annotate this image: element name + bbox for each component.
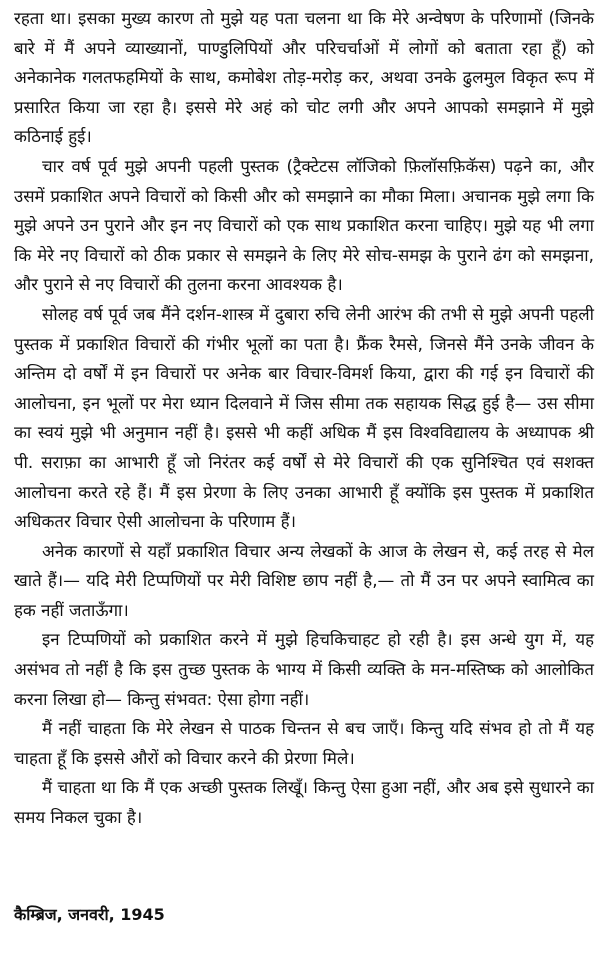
paragraph-1: रहता था। इसका मुख्य कारण तो मुझे यह पता चलना था कि मेरे अन्वेषण के परिणामों (जिनके बारे में मैं अपने व्याख्यानों, पाण्डुलिपियों और परिचर्चाओं में लोगों को बताता रहा हूँ) को अनेकानेक गलतफहमियों के साथ, कमोबेश तोड़-मरोड़ कर, अथवा उनके ढुलमुल विकृत रूप में प्रसारित किया जा रहा है। इससे मेरे अहं को चोट लगी और अपने आपको समझाने में मुझे कठिनाई हुई। — [14, 8, 594, 147]
paragraph-3: सोलह वर्ष पूर्व जब मैंने दर्शन-शास्त्र में दुबारा रुचि लेनी आरंभ की तभी से मुझे अपनी पहली पुस्तक में प्रकाशित विचारों की गंभीर भूलों का पता है। फ्रैंक रैमसे, जिनसे मैंने उनके जीवन के अन्तिम दो वर्षों में इन विचारों पर अनेक बार विचार-विमर्श किया, द्वारा की गई इन विचारों की आलोचना, इन भूलों पर मेरा ध्यान दिलवाने में जिस सीमा तक सहायक सिद्ध हुई है— उस सीमा का स्वयं मुझे भी अनुमान नहीं है। इससे भी कहीं अधिक मैं इस विश्वविद्यालय के अध्यापक श्री पी. सराफ़ा का आभारी हूँ जो निरंतर कई वर्षों से मेरे विचारों की एक सुनिश्चित एवं सशक्त आलोचना करते रहे हैं। मैं इस प्रेरणा के लिए उनका आभारी हूँ क्योंकि इस पुस्तक में प्रकाशित अधिकतर विचार ऐसी आलोचना के परिणाम हैं। — [14, 303, 594, 532]
paragraph-6: मैं नहीं चाहता कि मेरे लेखन से पाठक चिन्तन से बच जाएँ। किन्तु यदि संभव हो तो मैं यह चाहता हूँ कि इससे औरों को विचार करने की प्रेरणा मिले। — [14, 718, 594, 768]
paragraph-5: इन टिप्पणियों को प्रकाशित करने में मुझे हिचकिचाहट हो रही है। इस अन्धे युग में, यह असंभव तो नहीं है कि इस तुच्छ पुस्तक के भाग्य में किसी व्यक्ति के मन-मस्तिष्क को आलोकित करना लिखा हो— किन्तु संभवत: ऐसा होगा नहीं। — [14, 629, 594, 709]
paragraph-7: मैं चाहता था कि मैं एक अच्छी पुस्तक लिखूँ। किन्तु ऐसा हुआ नहीं, और अब इसे सुधारने का समय निकल चुका है। — [14, 777, 594, 828]
paragraph-4: अनेक कारणों से यहाँ प्रकाशित विचार अन्य लेखकों के आज के लेखन से, कई तरह से मेल खाते हैं।— यदि मेरी टिप्पणियों पर मेरी विशिष्ट छाप नहीं है,— तो मैं उन पर अपने स्वामित्व का हक नहीं जताऊँगा। — [14, 540, 594, 620]
place-date-signature: कैम्ब्रिज, जनवरी, 1945 — [14, 905, 165, 924]
paragraph-2: चार वर्ष पूर्व मुझे अपनी पहली पुस्तक (ट्रैक्टेटस लॉजिको फ़िलॉसफ़िकॅस) पढ़ने का, और उसमें प्रकाशित अपने विचारों को किसी और को समझाने का मौका मिला। अचानक मुझे लगा कि मुझे अपने उन पुराने और इन नए विचारों को एक साथ प्रकाशित करना चाहिए। मुझे यह भी लगा कि मेरे नए विचारों को ठीक प्रकार से समझने के लिए मेरे सोच-समझ के पुराने ढंग को समझना, और पुराने से नए विचारों की तुलना करना आवश्यक है। — [14, 155, 594, 295]
